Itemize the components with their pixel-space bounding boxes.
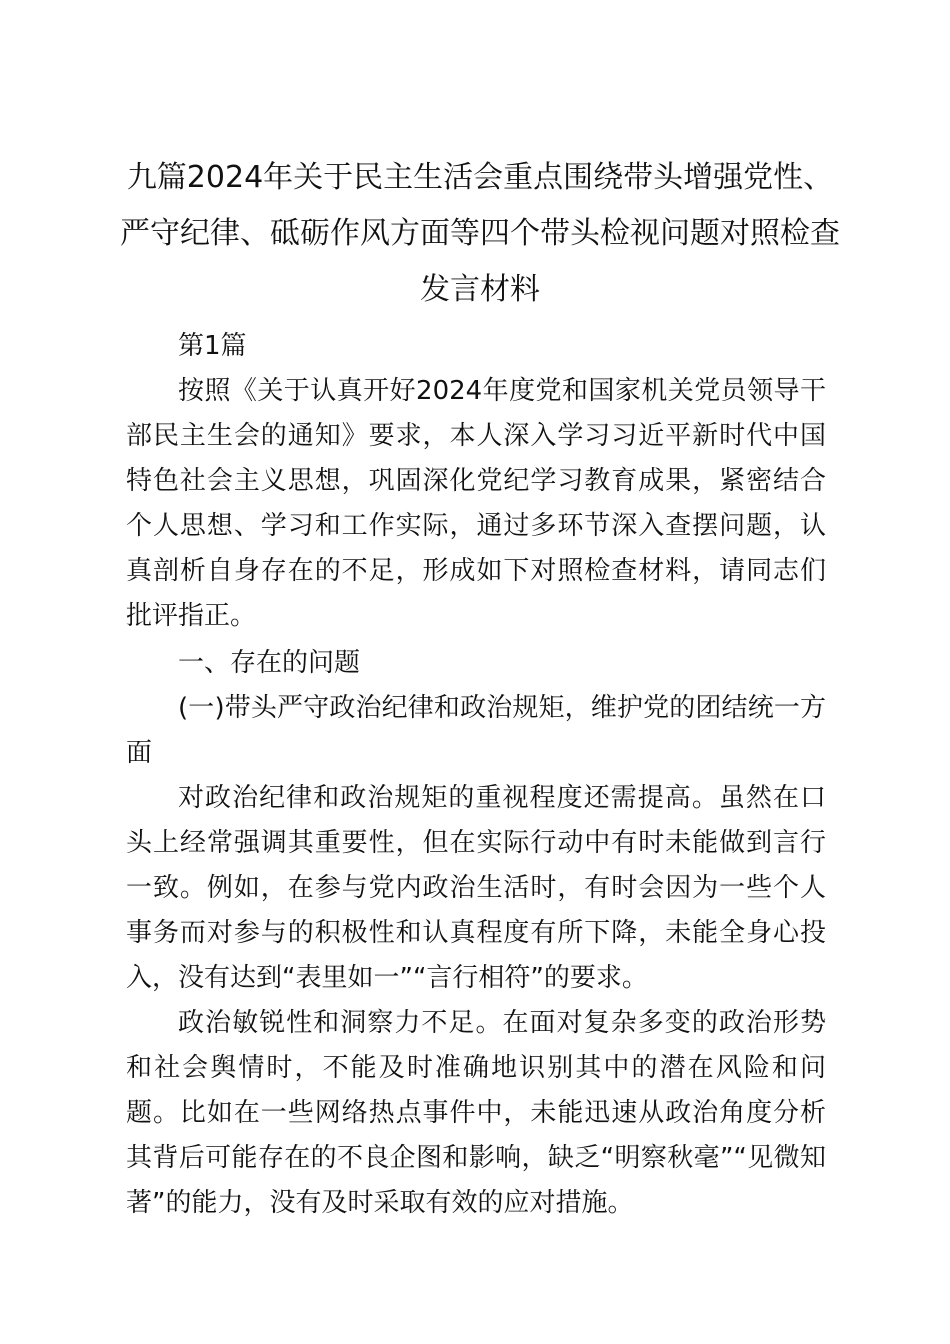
body-paragraph: 对政治纪律和政治规矩的重视程度还需提高。虽然在口头上经常强调其重要性，但在实际行动中有时未能做到言行一致。例如，在参与党内政治生活时，有时会因为一些个人事务而对参与的积极性和认真程度有所下降，未能全身心投入，没有达到“表里如一”“言行相符”的要求。: [126, 783, 826, 993]
document-title: 九篇2024年关于民主生活会重点围绕带头增强党性、严守纪律、砥砺作风方面等四个带头检视问题对照检查发言材料: [120, 160, 840, 307]
section-label: 第1篇: [178, 331, 247, 361]
section-heading: 一、存在的问题: [178, 648, 361, 678]
intro-paragraph: 按照《关于认真开好2024年度党和国家机关党员领导干部民主生会的通知》要求，本人深入学习习近平新时代中国特色社会主义思想，巩固深化党纪学习教育成果，紧密结合个人思想、学习和工作实际，通过多环节深入查摆问题，认真剖析自身存在的不足，形成如下对照检查材料，请同志们批评指正。: [126, 376, 826, 631]
body-paragraph: 政治敏锐性和洞察力不足。在面对复杂多变的政治形势和社会舆情时，不能及时准确地识别其中的潜在风险和问题。比如在一些网络热点事件中，未能迅速从政治角度分析其背后可能存在的不良企图和影响，缺乏“明察秋毫”“见微知著”的能力，没有及时采取有效的应对措施。: [126, 1008, 826, 1218]
subsection-heading: (一)带头严守政治纪律和政治规矩，维护党的团结统一方面: [126, 693, 826, 768]
document-body: [126, 324, 826, 1226]
